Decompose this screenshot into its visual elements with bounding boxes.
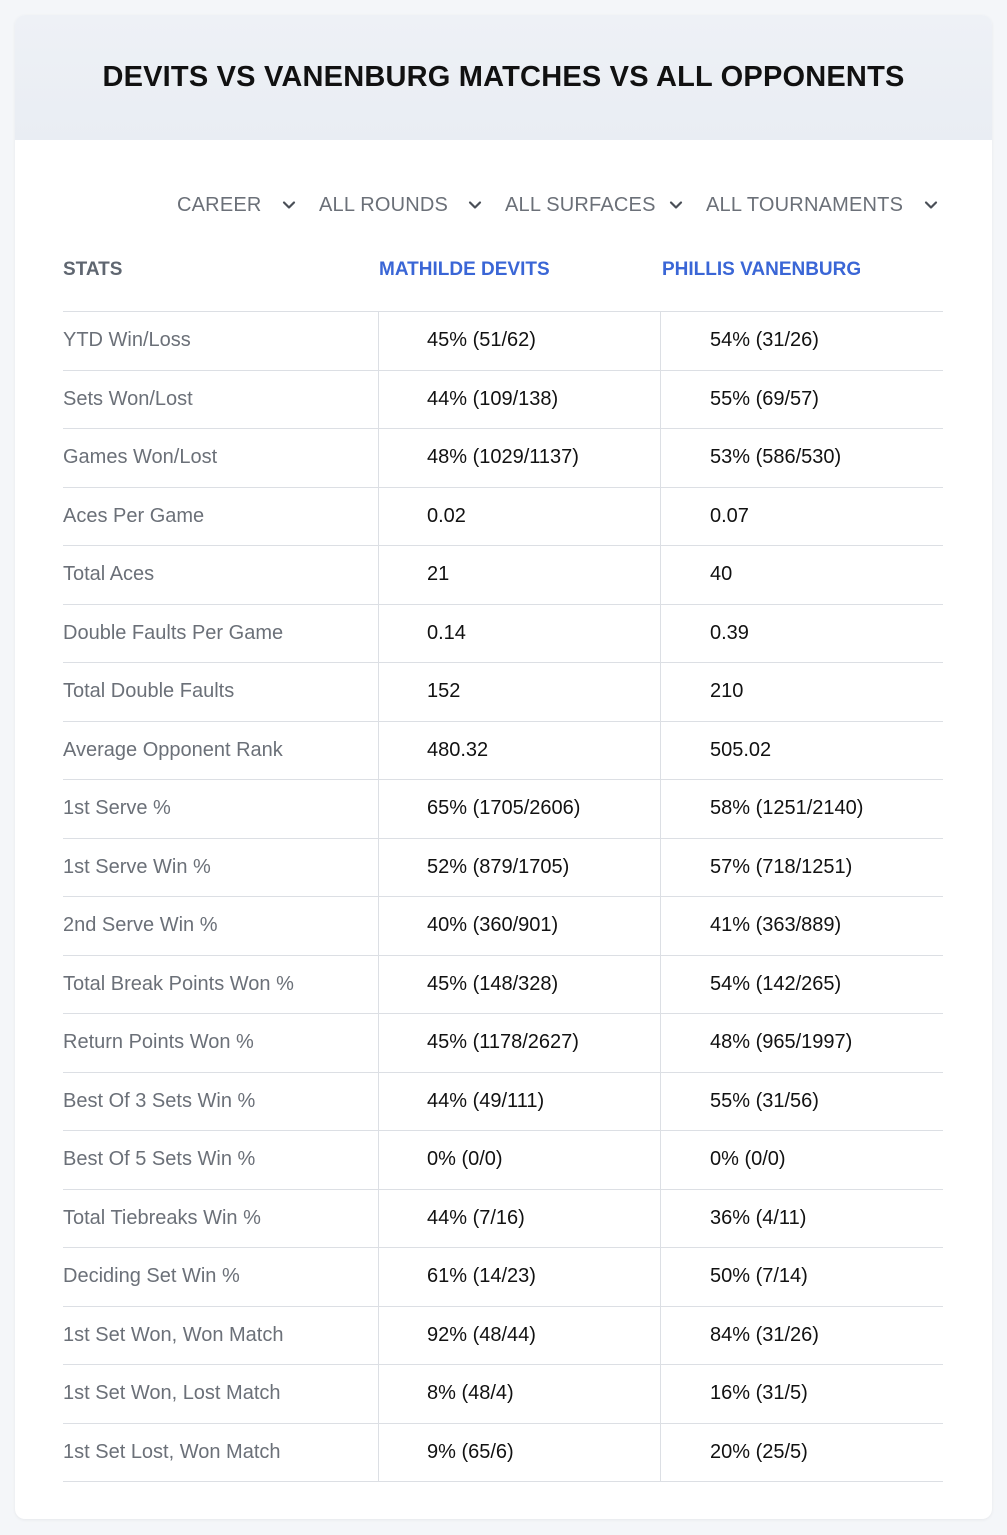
player1-value: 65% (1705/2606): [427, 797, 581, 820]
chevron-down-icon[interactable]: [668, 197, 684, 213]
player1-value: 40% (360/901): [427, 914, 559, 937]
table-row: [63, 1307, 943, 1366]
stat-label: 1st Serve %: [63, 797, 171, 820]
stat-label: 1st Serve Win %: [63, 855, 211, 878]
player1-value: 152: [427, 680, 461, 703]
table-row: [63, 1131, 943, 1190]
player2-value: 57% (718/1251): [710, 855, 853, 878]
table-row: [63, 780, 943, 839]
table-row: [63, 488, 943, 547]
player2-value: 58% (1251/2140): [710, 797, 864, 820]
stat-label: Double Faults Per Game: [63, 621, 284, 644]
stat-label: Aces Per Game: [63, 504, 205, 527]
filter-tournaments-dropdown[interactable]: [706, 187, 903, 223]
chevron-down-icon[interactable]: [467, 197, 483, 213]
player1-value: 9% (65/6): [427, 1440, 514, 1463]
filter-rounds-label: ALL ROUNDS: [319, 193, 449, 216]
player2-value: 55% (31/56): [710, 1089, 819, 1112]
stat-label: Sets Won/Lost: [63, 387, 193, 410]
stat-label: YTD Win/Loss: [63, 329, 191, 352]
player1-value: 44% (7/16): [427, 1206, 525, 1229]
stat-label: 1st Set Won, Won Match: [63, 1323, 284, 1346]
player2-value: 36% (4/11): [710, 1206, 807, 1229]
player2-value: 505.02: [710, 738, 772, 761]
player1-value: 8% (48/4): [427, 1382, 514, 1405]
stat-label: Total Break Points Won %: [63, 972, 294, 995]
player1-value: 61% (14/23): [427, 1265, 536, 1288]
player1-value: 52% (879/1705): [427, 855, 570, 878]
player2-value: 53% (586/530): [710, 446, 842, 469]
stat-label: Best Of 5 Sets Win %: [63, 1148, 256, 1171]
filter-surfaces-label: ALL SURFACES: [505, 193, 656, 216]
stat-label: Games Won/Lost: [63, 446, 218, 469]
player2-value: 210: [710, 680, 744, 703]
stat-label: 2nd Serve Win %: [63, 914, 218, 937]
player2-value: 54% (31/26): [710, 329, 819, 352]
player1-value: 0.02: [427, 504, 466, 527]
filter-career-dropdown[interactable]: [177, 187, 262, 223]
player2-value: 20% (25/5): [710, 1440, 808, 1463]
player1-value: 44% (49/111): [427, 1089, 545, 1112]
table-row: [63, 312, 943, 371]
stat-label: Total Aces: [63, 563, 155, 586]
player1-value: 45% (1178/2627): [427, 1031, 579, 1054]
player1-value: 480.32: [427, 738, 489, 761]
chevron-down-icon[interactable]: [923, 197, 939, 213]
table-row: [63, 722, 943, 781]
table-row: [63, 1014, 943, 1073]
player1-value: 0% (0/0): [427, 1148, 503, 1171]
stat-label: Best Of 3 Sets Win %: [63, 1089, 256, 1112]
player2-value: 40: [710, 563, 733, 586]
table-row: [63, 429, 943, 488]
player2-value: 84% (31/26): [710, 1323, 819, 1346]
filter-career-label: CAREER: [177, 193, 262, 216]
stat-label: Total Double Faults: [63, 680, 235, 703]
table-row: [63, 605, 943, 664]
table-row: [63, 663, 943, 722]
page-title: DEVITS VS VANENBURG MATCHES VS ALL OPPONENTS: [102, 61, 905, 93]
column-header-player1[interactable]: MATHILDE DEVITS: [379, 259, 550, 280]
player2-value: 50% (7/14): [710, 1265, 808, 1288]
player1-value: 45% (148/328): [427, 972, 559, 995]
filter-rounds-dropdown[interactable]: [319, 187, 448, 223]
stat-label: 1st Set Won, Lost Match: [63, 1382, 281, 1405]
stat-label: Total Tiebreaks Win %: [63, 1206, 261, 1229]
table-row: [63, 839, 943, 898]
player2-value: 0.07: [710, 504, 749, 527]
player2-value: 54% (142/265): [710, 972, 842, 995]
table-row: [63, 371, 943, 430]
stats-table: [63, 311, 943, 1482]
player2-value: 48% (965/1997): [710, 1031, 853, 1054]
table-row: [63, 1365, 943, 1424]
player2-value: 0.39: [710, 621, 749, 644]
filter-bar: [15, 187, 992, 223]
player1-value: 48% (1029/1137): [427, 446, 579, 469]
card-header: [15, 15, 992, 140]
stat-label: Average Opponent Rank: [63, 738, 283, 761]
stat-label: Deciding Set Win %: [63, 1265, 240, 1288]
player2-value: 41% (363/889): [710, 914, 842, 937]
stat-label: Return Points Won %: [63, 1031, 254, 1054]
table-row: [63, 897, 943, 956]
table-row: [63, 1190, 943, 1249]
stat-label: 1st Set Lost, Won Match: [63, 1440, 281, 1463]
player2-value: 16% (31/5): [710, 1382, 808, 1405]
filter-tournaments-label: ALL TOURNAMENTS: [706, 193, 904, 216]
player1-value: 44% (109/138): [427, 387, 559, 410]
chevron-down-icon[interactable]: [281, 197, 297, 213]
table-row: [63, 956, 943, 1015]
table-row: [63, 1248, 943, 1307]
table-header: [63, 255, 943, 311]
player1-value: 0.14: [427, 621, 466, 644]
column-header-stats: STATS: [63, 259, 123, 280]
table-row: [63, 1424, 943, 1483]
table-row: [63, 1073, 943, 1132]
table-row: [63, 546, 943, 605]
player1-value: 92% (48/44): [427, 1323, 536, 1346]
player1-value: 21: [427, 563, 450, 586]
stats-card: [15, 15, 992, 1519]
column-header-player2[interactable]: PHILLIS VANENBURG: [662, 259, 862, 280]
player2-value: 55% (69/57): [710, 387, 819, 410]
filter-surfaces-dropdown[interactable]: [505, 187, 656, 223]
player2-value: 0% (0/0): [710, 1148, 786, 1171]
player1-value: 45% (51/62): [427, 329, 536, 352]
